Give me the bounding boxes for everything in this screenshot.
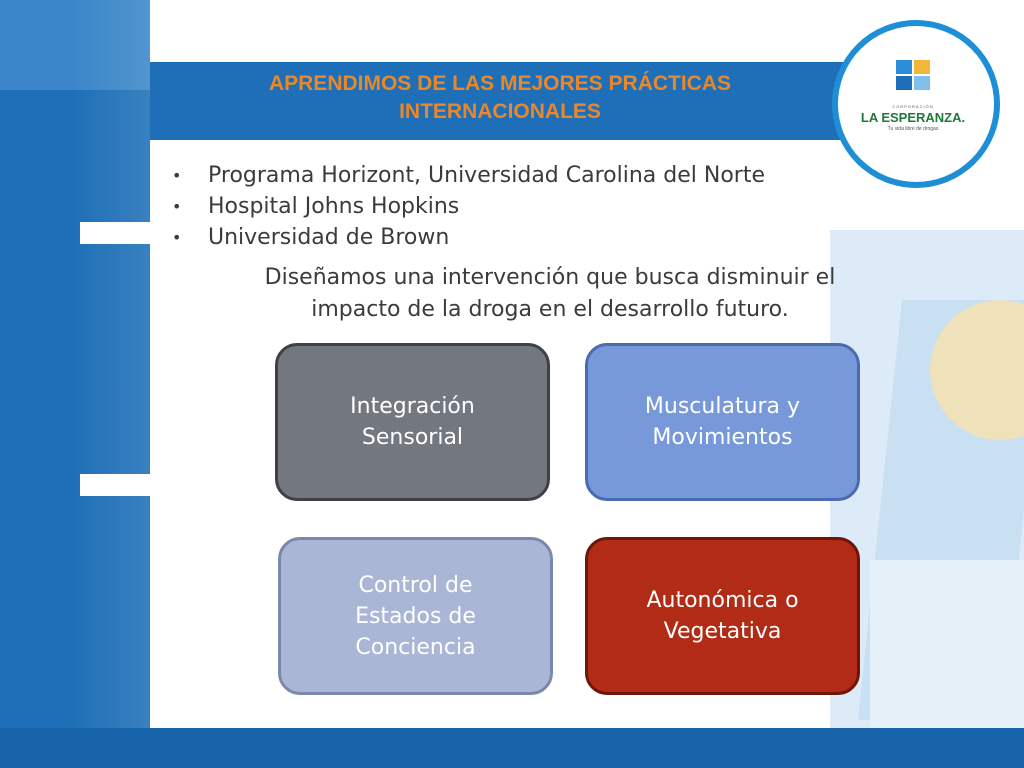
box-autonomica-vegetativa xyxy=(585,537,860,695)
box-text-line: Control de xyxy=(358,572,473,598)
box-integracion-sensorial xyxy=(275,343,550,501)
left-panel-shade xyxy=(70,0,150,768)
box-text-line: Conciencia xyxy=(355,634,476,660)
box-text-line: Movimientos xyxy=(652,425,793,450)
right-decoration xyxy=(870,560,1024,730)
bullet-item xyxy=(170,160,765,191)
box-text-line: Musculatura y xyxy=(644,394,801,419)
paragraph-line: impacto de la droga en el desarrollo futuro. xyxy=(311,297,789,322)
logo-name: LA ESPERANZA. xyxy=(860,110,966,125)
bullet-text: Hospital Johns Hopkins xyxy=(208,194,460,219)
bullet-icon: • xyxy=(172,166,182,185)
bullet-list xyxy=(170,160,765,253)
slide-title-line: INTERNACIONALES xyxy=(399,100,601,123)
bullet-item xyxy=(170,222,765,253)
bullet-item xyxy=(170,191,765,222)
bullet-icon: • xyxy=(172,197,182,216)
bullet-text: Programa Horizont, Universidad Carolina del Norte xyxy=(208,163,765,188)
bullet-icon: • xyxy=(172,228,182,247)
logo-corporation-text: CORPORACIÓN xyxy=(892,104,934,109)
slide-title xyxy=(150,70,850,126)
left-white-stripe xyxy=(80,474,150,496)
bottom-bar xyxy=(0,728,1024,768)
box-text-line: Integración xyxy=(350,394,475,419)
intro-paragraph xyxy=(160,262,940,326)
logo-icon xyxy=(894,58,934,94)
left-white-stripe xyxy=(80,222,150,244)
box-text-line: Sensorial xyxy=(361,425,464,450)
box-text-line: Vegetativa xyxy=(663,619,782,644)
slide-title-line: APRENDIMOS DE LAS MEJORES PRÁCTICAS xyxy=(268,72,732,95)
box-control-estados-conciencia xyxy=(278,537,553,695)
logo-tagline: Tu vida libre de drogas xyxy=(887,126,939,132)
bullet-text: Universidad de Brown xyxy=(208,225,450,250)
box-text-line: Estados de xyxy=(355,603,476,629)
box-text-line: Autonómica o xyxy=(646,588,799,613)
box-musculatura-movimientos xyxy=(585,343,860,501)
paragraph-line: Diseñamos una intervención que busca disminuir el xyxy=(264,265,836,290)
